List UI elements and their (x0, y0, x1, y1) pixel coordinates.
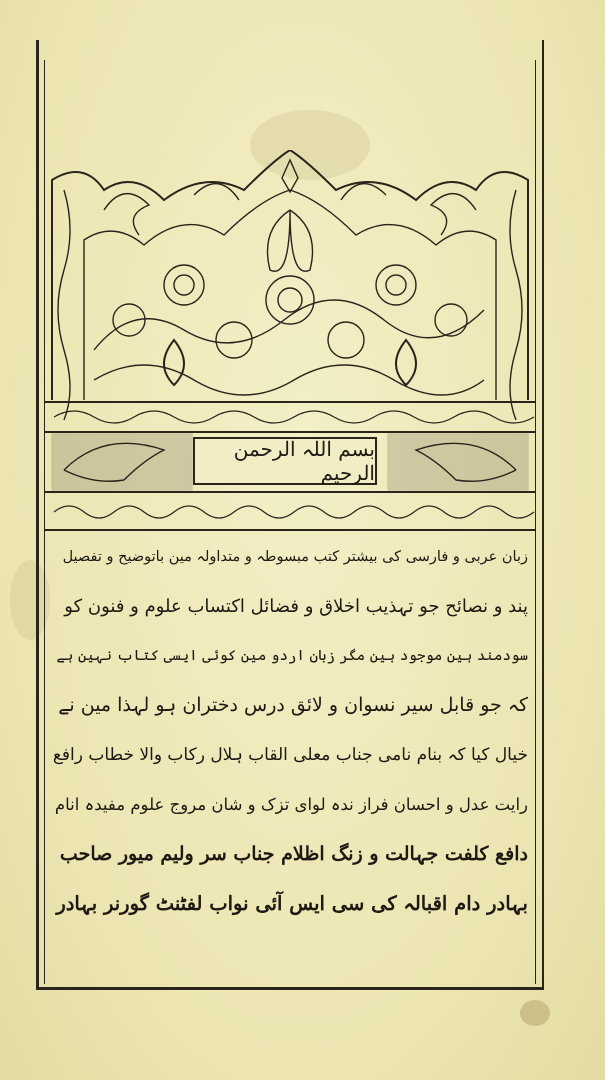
body-text (52, 532, 528, 982)
basmala-cartouche (193, 437, 377, 485)
text-line: پند و نصائح جو تہذیب اخلاق و فضائل اکتساب علوم و فنون کو (64, 595, 528, 617)
text-line: خیال کیا کہ بنام نامی جناب معلی القاب ہلال رکاب والا خطاب رافع (52, 745, 528, 766)
text-line: دافع کلفت جہالت و زنگ اظلام جناب سر ولیم میور صاحب (59, 842, 528, 865)
basmala-text: بسم اللہ الرحمن الرحیم (233, 437, 375, 485)
text-line: رایت عدل و احسان فراز ندہ لوای تزک و شان مروج علوم مفیدہ انام (54, 794, 528, 814)
text-line: سودمند ہین موجود ہین مگر زبان اردو مین کوئی ایسی کتاب نہین ہے (56, 647, 528, 664)
text-line: زبان عربی و فارسی کی بیشتر کتب مبسوطہ و متداولہ مین باتوضیح و تفصیل (62, 548, 528, 565)
text-line: بہادر دام اقبالہ کی سی ایس آئی نواب لفٹنٹ گورنر بہادر (56, 891, 528, 915)
paper-stain (520, 1000, 550, 1026)
text-line: کہ جو قابل سیر نسوان و لائق درس دختران ہو لہذا مین نے (58, 694, 528, 717)
